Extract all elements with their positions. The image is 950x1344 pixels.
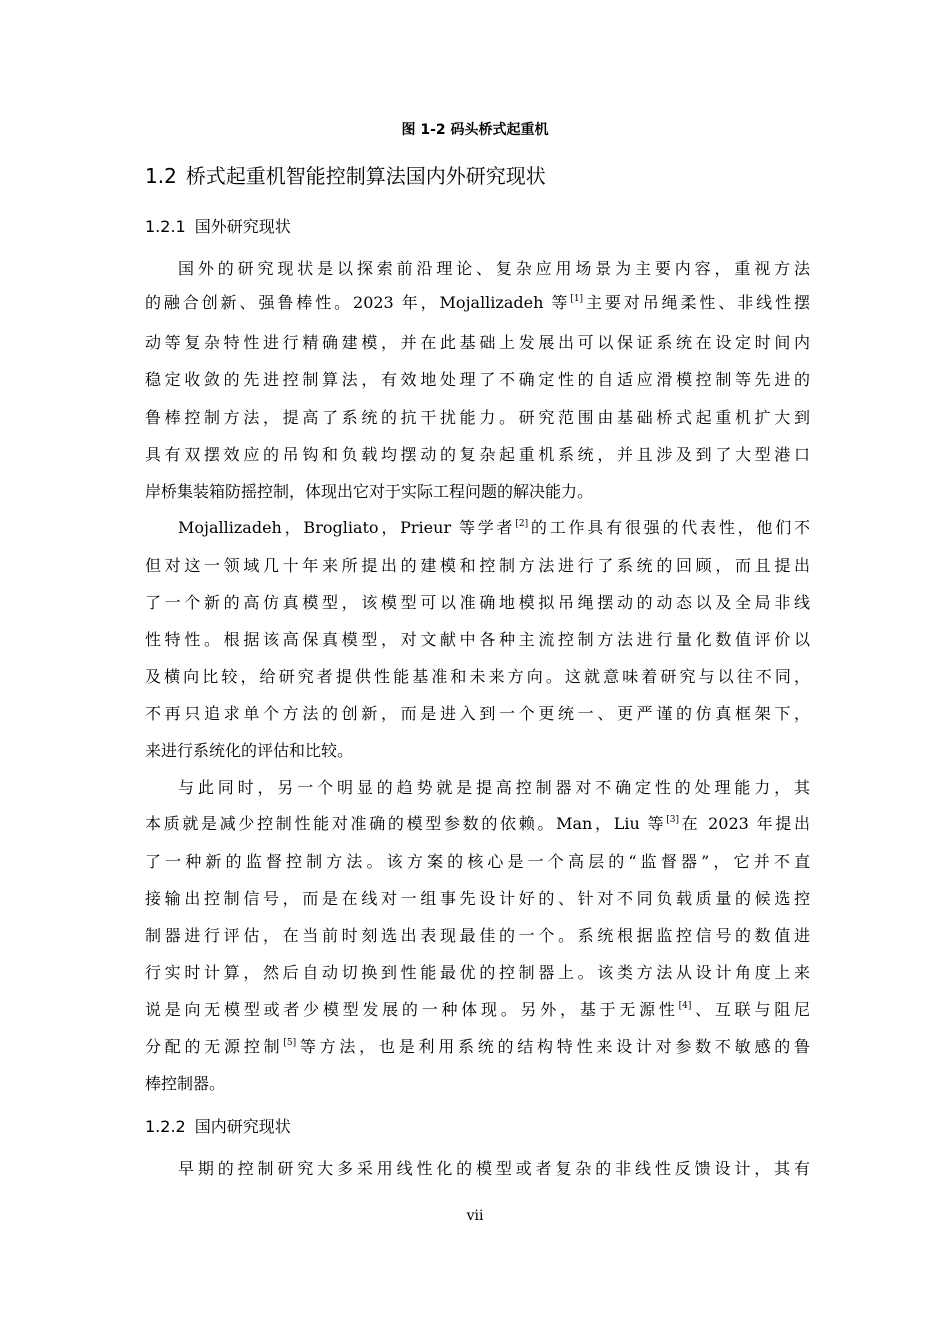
text-line: [145, 1036, 810, 1058]
text-line: 但对这一领域几十年来所提出的建模和控制方法进行了系统的回顾，而且提出: [145, 556, 810, 575]
text-span: 分配的无源控制: [145, 1037, 284, 1056]
text-line: 及横向比较，给研究者提供性能基准和未来方向。这就意味着研究与以往不同，: [145, 667, 810, 686]
text-line: 鲁棒控制方法，提高了系统的抗干扰能力。研究范围由基础桥式起重机扩大到: [145, 408, 810, 427]
text-line: [145, 292, 810, 314]
text-span: 在 2023 年提出: [678, 814, 810, 833]
text-line: 与此同时，另一个明显的趋势就是提高控制器对不确定性的处理能力，其: [178, 778, 810, 797]
subsection-title: 国外研究现状: [194, 217, 291, 236]
subsection-number: 1.2.1: [145, 217, 186, 236]
citation-ref: [1]: [570, 294, 584, 304]
text-line: [145, 813, 810, 835]
text-line: 岸桥集装箱防摇控制，体现出它对于实际工程问题的解决能力。: [145, 482, 594, 501]
subsection-number: 1.2.2: [145, 1117, 186, 1136]
page-number: vii: [466, 1208, 484, 1224]
text-line: 国外的研究现状是以探索前沿理论、复杂应用场景为主要内容，重视方法: [178, 259, 810, 278]
text-span: 说是向无模型或者少模型发展的一种体现。另外，基于无源性: [145, 1000, 679, 1019]
citation-ref: [3]: [666, 815, 679, 825]
figure-caption: 图 1-2 码头桥式起重机: [401, 122, 549, 138]
citation-ref: [4]: [678, 1001, 692, 1011]
text-line: 早期的控制研究大多采用线性化的模型或者复杂的非线性反馈设计，其有: [178, 1159, 810, 1178]
text-line: 行实时计算，然后自动切换到性能最优的控制器上。该类方法从设计角度上来: [145, 963, 810, 982]
subsection-title: 国内研究现状: [194, 1117, 291, 1136]
text-line: 稳定收敛的先进控制算法，有效地处理了不确定性的自适应滑模控制等先进的: [145, 370, 810, 389]
citation-ref: [5]: [283, 1038, 297, 1048]
text-line: 了一种新的监督控制方法。该方案的核心是一个高层的“监督器”，它并不直: [145, 852, 810, 871]
subsection-heading-domestic: [145, 1116, 291, 1138]
text-line: 动等复杂特性进行精确建模，并在此基础上发展出可以保证系统在设定时间内: [145, 333, 810, 352]
text-line: 性特性。根据该高保真模型，对文献中各种主流控制方法进行量化数值评价以: [145, 630, 810, 649]
text-line: 不再只追求单个方法的创新，而是进入到一个更统一、更严谨的仿真框架下，: [145, 704, 810, 723]
section-number: 1.2: [145, 164, 177, 188]
text-span: 的工作具有很强的代表性，他们不: [528, 518, 810, 537]
text-line: [178, 517, 810, 539]
text-line: 制器进行评估，在当前时刻选出表现最佳的一个。系统根据监控信号的数值进: [145, 926, 810, 945]
section-heading: [145, 163, 546, 189]
section-title: 桥式起重机智能控制算法国内外研究现状: [185, 164, 546, 188]
text-span: 本质就是减少控制性能对准确的模型参数的依赖。Man，Liu 等: [145, 814, 667, 833]
text-span: Mojallizadeh，Brogliato，Prieur 等学者: [178, 518, 516, 537]
text-line: 了一个新的高仿真模型，该模型可以准确地模拟吊绳摆动的动态以及全局非线: [145, 593, 810, 612]
text-line: 接输出控制信号，而是在线对一组事先设计好的、针对不同负载质量的候选控: [145, 889, 810, 908]
subsection-heading-foreign: [145, 216, 291, 238]
text-line: 来进行系统化的评估和比较。: [145, 741, 354, 760]
text-span: 等方法，也是利用系统的结构特性来设计对参数不敏感的鲁: [296, 1037, 810, 1056]
text-line: 具有双摆效应的吊钩和负载均摆动的复杂起重机系统，并且涉及到了大型港口: [145, 445, 810, 464]
text-span: 主要对吊绳柔性、非线性摆: [583, 293, 810, 312]
text-line: 棒控制器。: [145, 1074, 226, 1093]
text-span: 的融合创新、强鲁棒性。2023 年，Mojallizadeh 等: [145, 293, 571, 312]
text-span: 、互联与阻尼: [691, 1000, 810, 1019]
citation-ref: [2]: [515, 519, 529, 529]
text-line: [145, 999, 810, 1021]
